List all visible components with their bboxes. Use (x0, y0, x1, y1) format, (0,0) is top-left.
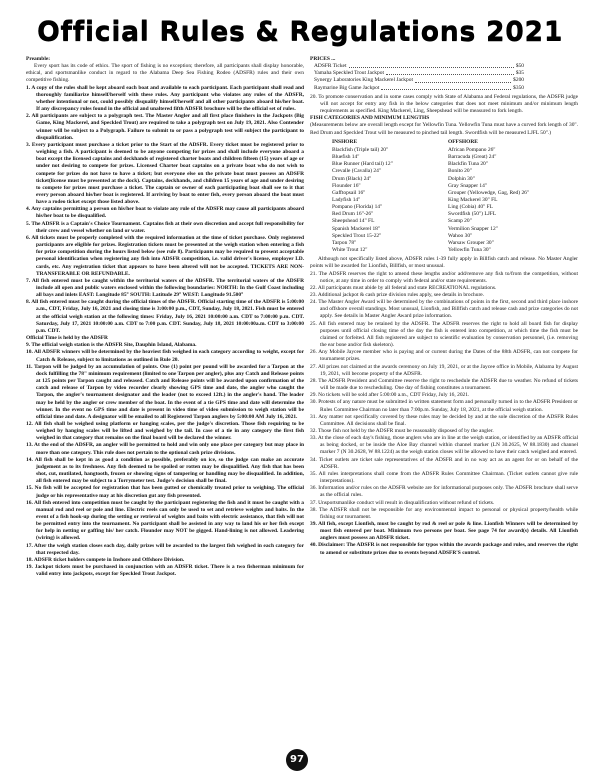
fish-category-item: Dolphin 30" (448, 175, 475, 182)
rule-item: 23. Additional jackpot & cash prize division rules apply, see details in brochure. (310, 292, 485, 298)
preamble-text: Every sport has its code of ethics. The sport of fishing is no exception; therefore, all participants shall display honorable, ethical, and sportsmanlike conduct in regard to the Alabama Deep Sea Fishing Rodeo (ADSFR) rules and their own competitive fishing. (26, 63, 304, 84)
rule-item: 3. Every participant must purchase a ticket prior to the Start of the ADSFR. Every ticket must be registered prior to weighing a fish. A participant is deemed to be anyone competing for prizes and shall include everyone aboard a boat except the licensed captains and deckhands of registered charter boats and children fifteen (15) years of age or under not desiring to compete for prizes. Licensed Charter boat captains on a private boat who do not wish to compete for prizes do not have to have a ticket; but everyone else on the private boat must possess an ADSFR ticket(license must be presented at the dock). Captains, deckhands, and children 15 years of age and under desiring to compete for prizes must purchase a ticket. The captain or owner of each participating boat shall see to it that every person aboard his/her boat is registered. If arriving by boat to enter fish, every person aboard the boat must have a rodeo ticket except those listed above. (26, 141, 304, 206)
fish-category-item: King Mackerel 30" FL (448, 196, 498, 203)
fish-category-item: Spanish Mackerel 18" (332, 225, 381, 232)
fish-category-item: Grouper (Yellowedge, Gag, Red) 26" (448, 189, 530, 196)
rule-item: 2. All participants are subject to a polygraph test. The Master Angler and all first place finishers in the Jackpots (Big Game, King Mackerel, and Speckled Trout) are required to take a polygraph test on July 19, 2021. Also Contender winner will be subject to a Polygraph. Failure to submit to or pass a polygraph test will subject the participant to disqualification. (26, 113, 304, 141)
price-item-label: Raymarine Big Game Jackpot (314, 84, 380, 91)
price-value: $50 (515, 63, 524, 70)
price-list (314, 63, 524, 92)
fish-category-item: Blackfin Tuna 20" (448, 161, 488, 168)
rule-item: 29. No tickets will be sold after 5:00:00 a.m., CDT Friday, July 16, 2021. (310, 392, 470, 399)
price-value: $350 (513, 84, 524, 91)
fish-category-item: Warsaw Grouper 30" (448, 239, 494, 246)
page-title: Official Rules & Regulations 2021 (36, 16, 563, 47)
fish-category-item: Sheepshead 14" FL (332, 218, 375, 225)
fish-category-item: Scamp 20" (448, 218, 472, 225)
rule-item: 35. All rules interpretations shall come from the ADSFR Rules Committee Chairman. (Ticket outlets cannot give rule interpretations). (310, 470, 578, 485)
fish-category-item: Barracuda (Great) 24" (448, 154, 497, 161)
fish-categories-table (332, 139, 578, 255)
rule-item: 36. Information and/or rules on the ADSFR website are for informational purposes only. The ADSFR brochure shall serve as the official rules. (310, 485, 578, 499)
rule-item: 8. All fish entered must be caught during the official times of the ADSFR. Official starting time of the ADSFR is 5:00:00 a.m., CDT, Friday, July 16, 2021 and closing time is 3:00:00 p.m., CDT, Sunday, July 18, 2021. Fish must be entered at the official weigh station at the following times: Friday, July 16, 2021 10:00:00 a.m. CDT to 7:00:00 p.m. CDT. Saturday, July 17, 2021 10:00:00 a.m. CDT to 7:00 p.m. CDT. Sunday, July 18, 2021 10:00:00a.m. CDT to 3:00:00 p.m. CDT. (26, 299, 304, 334)
rule-item: 18. ADSFR ticket holders compete in Inshore and Offshore Division. (26, 556, 185, 563)
offshore-column (448, 139, 558, 255)
fish-category-item: Flounder 16" (332, 182, 361, 189)
fish-category-item: Tarpon 78" (332, 239, 357, 246)
rule-item: 6. All tickets must be properly completed with the required information at the time of ticket purchase. Only registered participants are eligible for prizes. Registration tickets must be presented at the weigh station when entering a fish for prize competition during the hours listed below (see rule 8). Participants may be required to present acceptable personal identification when registering any fish into ADSFR competition, i.e. valid driver's license, employer I.D. cards, etc. Any registration ticket that appears to have been altered will not be accepted. TICKETS ARE NON-TRANSFERABLE OR REFUNDABLE. (26, 234, 304, 277)
fish-category-item: Gafftopsail 16" (332, 189, 366, 196)
preamble-heading: Preamble: (26, 56, 51, 62)
price-value: $35 (515, 70, 524, 77)
price-row (314, 70, 524, 77)
inshore-list (332, 147, 442, 254)
fish-category-item: Bonito 20" (448, 168, 472, 175)
rule-item: 21. The ADSFR reserves the right to amend these lengths and/or add/remove any fish to/from the competition, without notice, at any time in order to comply with federal and/or state requirements. (310, 270, 578, 284)
fish-category-item: Ladyfish 14" (332, 196, 361, 203)
rule-item: 5. The ADSFR is a Captain's Choice Tournament. Captains fish at their own discretion and accept full responsibility for their crew and vessel whether on land or water. (26, 220, 304, 234)
rules-list-a (26, 85, 304, 335)
rule-item: 17. After the weigh station closes each day, daily prizes will be awarded to the largest fish weighed in each category for that respected day. (26, 542, 304, 556)
right-column (310, 56, 578, 746)
price-row (314, 77, 524, 84)
rule-20: 20. To promote conservation and in some cases comply with State of Alabama and Federal regulations, the ADSFR judge will not accept for entry any fish in the below categories that does not meet minimum and/or minimum length requirements as specified. King Mackerel, Ling, Sheepshead will be measured to fork length. (310, 93, 578, 115)
rule-item: 31. Any matter not specifically covered by these rules may be decided by and at the sole discretion of the ADSFR Rules Committee. All decisions shall be final. (310, 413, 578, 427)
inshore-column (332, 139, 442, 255)
rule-item: 15. No fish will be accepted for registration that has been gutted or chemically treated prior to weighing. The official judge or his representative may at his discretion gut any fish presented. (26, 485, 304, 499)
rule-item: 16. All fish entered into competition must be caught by the participant registering the fish and it must be caught with a manual rod and reel or pole and line. Electric reels can only be used to set and retrieve weights and baits. In the event of a fish hook-up during the setting or retrieval of weights and baits with electric assistance, that fish will not be permitted entry into the tournament. No participant shall be assisted in any way to land his or her fish except for help in netting or gaffing his/ her catch. Flounder may NOT be gigged. Hand-lining is not allowed. Leadering (wiring) is allowed. (26, 499, 304, 542)
fish-categories-intro: (Measurements below are overall length except for Yellowfin Tuna. Yellowfin Tuna must have a curved fork length of 30". Red Drum and Speckled Trout will be measured to pinched tail length. Swordfish will be measured LJFL 50".) (310, 122, 578, 136)
rule-item: 30. Protests of any nature must be submitted in written statement form and personally turned in to the ADSFR President or Rules Committee Chairman no later than 7:00p.m. Sunday, July 18, 2021, at the official weigh station. (310, 399, 578, 413)
fish-category-item: Bluefish 14" (332, 154, 360, 161)
page-number: 97 (286, 749, 308, 771)
offshore-list (448, 147, 558, 254)
fish-category-item: Drum (Black) 24" (332, 175, 372, 182)
left-column (26, 56, 304, 746)
price-row (314, 85, 524, 92)
rule-item: 22. All participants must abide by all federal and state RECREATIONAL regulations. (310, 284, 497, 291)
fish-category-item: Vermilion Snapper 12" (448, 225, 498, 232)
rule-item: 7. All fish entered must be caught within the territorial waters of the ADSFR. The territorial waters of the ADSFR include all open and public waters enclosed within the following boundaries: NORTH: In the Gulf Coast including all bays and inlets EAST: Longitude 85° SOUTH: Latitude 29° WEST: Longitude 91.500° (26, 277, 304, 299)
rule-item: 13. At the end of the ADSFR, an angler will be permitted to hold and win only one place per category but may place in more than one category. This rule does not pertain to the optional cash prize divisions. (26, 442, 304, 456)
rules-list-b (26, 342, 304, 578)
rules-list-c (310, 271, 578, 557)
fish-category-item: Speckled Trout 15-22" (332, 232, 382, 239)
rule-item: 24. The Master Angler Award will be determined by the combinations of points in the first, second and third place inshore and offshore overall standings. Most unusual, Lionfish, and Billfish catch and release cash and prize categories do not apply. See details in Master Angler Award prize information. (310, 299, 578, 320)
rule-item: 25. All fish entered may be retained by the ADSFR. The ADSFR reserves the right to hold all board fish for display purposes until official closing time of the day the fish is entered into competition, at which time the fish must be claimed or forfeited. All fish registered are subject to scientific evaluation by conservation personnel, (i.e. removing the ear bone and/or fish skeleton). (310, 320, 578, 349)
fish-category-item: White Trout 12" (332, 247, 368, 254)
rule-item: 39. All fish, except Lionfish, must be caught by rod & reel or pole & line. Lionfish Winners will be determined by most fish entered per boat. Minimum two persons per boat. See page 74 for award(s) details. All Lionfish anglers must possess an ADSFR ticket. (310, 521, 578, 542)
fish-category-item: Blackfish (Triple tail) 20" (332, 146, 389, 153)
rule-item: 32. Those fish not held by the ADSFR must be reasonably disposed of by the angler. (310, 427, 494, 434)
rule-item: 26. Any Mobile Jaycee member who is paying and or current during the Dates of the 88th ADSFR, can not compete for tournament prizes. (310, 349, 578, 363)
offshore-heading: OFFSHORE (448, 138, 478, 145)
fish-category-item: Yellowfin Tuna 30" (448, 247, 491, 254)
leader-dots (386, 70, 514, 75)
rule-item: 19. Jackpot tickets must be purchased in conjunction with an ADSFR ticket. There is a two fisherman minimum for valid entry into jackpots, except for Speckled Trout Jackpot. (26, 564, 304, 578)
rule-item: 40. Disclaimer: The ADSFR is not responsible for typos within the awards package and rules, and reserves the right to amend or substitute prizes due to events beyond ADSFR'S control. (310, 542, 578, 556)
rule-item: 9. The official weigh station is the ADSFR Site, Dauphin Island, Alabama. (26, 342, 197, 349)
price-item-label: Yamaha Speckled Trout Jackpot (314, 70, 384, 77)
rule-item: 4. Any captains permitting a person on his/her boat to violate any rule of the ADSFR may cause all participants aboard his/her boat to be disqualified. (26, 206, 304, 220)
price-item-label: Synergy Laboratories King Mackerel Jackpot (314, 77, 413, 84)
leader-dots (381, 85, 511, 90)
rule-item: 12. All fish shall be weighed using platform or hanging scales, per the judge's discretion. Those fish requiring to be weighed by hanging scales will be lifted and weighed by the tail. In case of a tie in any category the first fish weighed in that category that remains on the final board will be declared the winner. (26, 420, 304, 442)
rule-item: 14. All fish shall be kept in as good a condition as possible, preferably on ice, so the judge can make an accurate judgement as to its freshness. Any fish deemed to be spoiled or rotten may be disqualified. Any fish that has been shot, cut, mutilated, hangtooth, frozen or showing signs of tampering or handling may be disqualified. In addition, all fish entered may be subject to a Torrymeter test. Judge's decision shall be final. (26, 456, 304, 485)
leader-dots (349, 63, 514, 68)
price-row (314, 63, 524, 70)
inshore-heading: INSHORE (332, 138, 358, 145)
fish-note: Although not specifically listed above, ADSFR rules 1-39 fully apply in Billfish catch and release. No Master Angler points will be awarded for Lionfish, Billfish, or most unusual. (310, 256, 578, 270)
fish-categories-heading: FISH CATEGORIES AND MINIMUM LENGTHS (310, 115, 430, 122)
price-value: $200 (513, 77, 524, 84)
leader-dots (415, 77, 511, 82)
rule-item: 37. Unsportsmanlike conduct will result in disqualification without refund of tickets. (310, 499, 495, 506)
fish-category-item: Blue Runner (Hard tail) 12" (332, 161, 393, 168)
fish-category-item: Crevalle (Cavalla) 24" (332, 168, 382, 175)
rule-item: 1. A copy of the rules shall be kept aboard each boat and available to each participant. Each participant shall read and thoroughly familiarize himself/herself with these rules. Any participant who violates any rules of the ADSFR, whether intentional or not, could possibly disqualify himself/herself and all other participants aboard his/her boat. If any discrepancy rules found in the official and unaltered fifth ADSFR brochure will be the official set of rules. (26, 84, 304, 113)
official-time-heading: Official Time is held by the ADSFR (26, 335, 108, 342)
fish-category-item: Swordfish (50") LJFL (448, 211, 497, 218)
fish-category-item: Red Drum 16"-26" (332, 211, 374, 218)
rule-item: 28. The ADSFR President and Committee reserve the right to reschedule the ADSFR due to weather. No refund of tickets will be made due to rescheduling. One day of fishing constitutes a tournament. (310, 377, 578, 392)
fish-category-item: Ling (Cobia) 40" FL (448, 204, 493, 211)
fish-category-item: Pompano (Florida) 14" (332, 204, 383, 211)
fish-category-item: Wahoo 30" (448, 232, 473, 239)
rule-item: 10. All ADSFR winners will be determined by the heaviest fish weighed in each category according to weight, except for Catch & Release, subject to limitations as outlined in Rule 20. (26, 349, 304, 363)
rule-item: 33. At the close of each day's fishing, those anglers who are in line at the weigh station, or identified by an ADSFR official as being docked, or be inside the Aloe Bay channel within channel marker (LN 30.2625, W 88.1830) and channel marker 7 (N 30.2628, W 88.1224) as the weigh station closes will be allowed to have their catch weighed and entered. (310, 435, 578, 456)
rule-item: 38. The ADSFR shall not be responsible for any environmental impact to personal or physical property/health while fishing our tournament. (310, 506, 578, 520)
fish-category-item: African Pompano 26" (448, 146, 496, 153)
prices-heading: PRICES ... (310, 56, 336, 62)
fish-category-item: Gray Snapper 14" (448, 182, 488, 189)
rule-item: 27. All prizes not claimed at the awards ceremony on July 19, 2021, or at the Jaycee office in Mobile, Alabama by August 19, 2021, will become property of the ADSFR. (310, 363, 578, 377)
rule-item: 11. Tarpon will be judged by an accumulation of points. One (1) point per pound will be awarded for a Tarpon at the dock fulfilling the 78" minimum requirement (limited to one Tarpon per angler), plus any Catch and Release points at 125 points per Tarpon caught and released. Catch and Release points will be awarded upon confirmation of the catch and release of Tarpon by video recorder clearly showing GPS time and date, the angler who caught the Tarpon, the angler's tournament designator and the leader (not to exceed 12ft.) in the angler's hand. The leader may be held by the angler or crew member of the boat. In the event of a tie GPS time and date will determine the winner. In the event no GPS time and date is present in video time of video submission to weigh station will be official time and date. A designator will be emailed to all Registered Tarpon anglers by 5:00:00 AM July 16, 2021. (26, 363, 304, 420)
rule-item: 34. Ticket outlets are ticket sale representatives of the ADSFR and in no way act as an agent for or on behalf of the ADSFR. (310, 456, 578, 470)
price-item-label: ADSFR Ticket (314, 63, 347, 70)
